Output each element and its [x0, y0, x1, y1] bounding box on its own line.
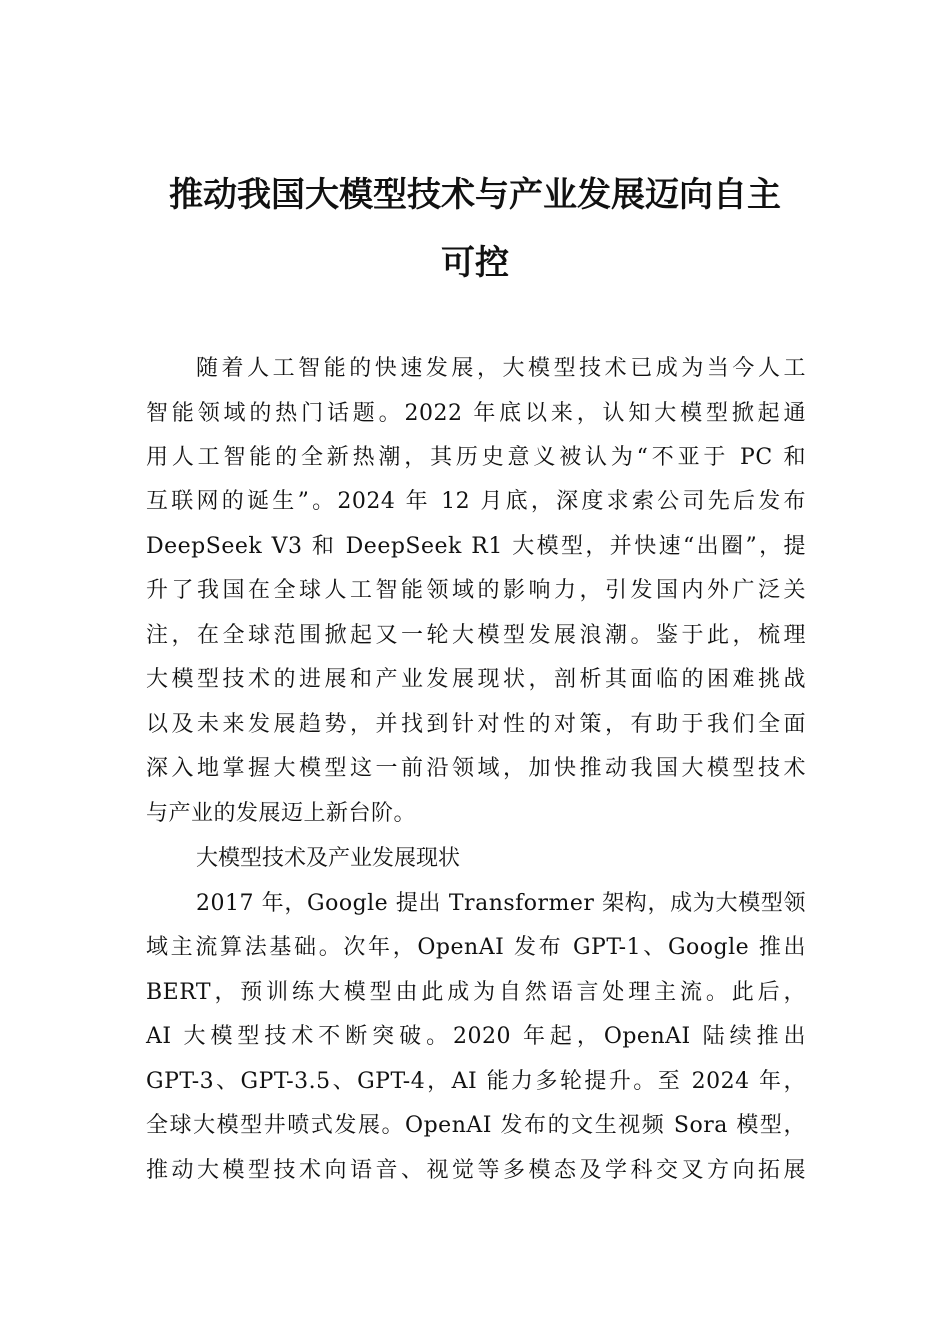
paragraph-1-line: 注，在全球范围掀起又一轮大模型发展浪潮。鉴于此，梳理 [146, 623, 806, 648]
paragraph-2-line: 全球大模型井喷式发展。OpenAI 发布的文生视频 Sora 模型， [146, 1113, 806, 1138]
paragraph-2-line: BERT，预训练大模型由此成为自然语言处理主流。此后， [146, 980, 806, 1005]
section-heading: 大模型技术及产业发展现状 [196, 846, 461, 871]
paragraph-1-line: 随着人工智能的快速发展，大模型技术已成为当今人工 [196, 356, 806, 381]
paragraph-2-line: 2017 年，Google 提出 Transformer 架构，成为大模型领 [196, 891, 806, 916]
paragraph-1-line: 大模型技术的进展和产业发展现状，剖析其面临的困难挑战 [146, 667, 806, 692]
paragraph-1-line: 智能领域的热门话题。2022 年底以来，认知大模型掀起通 [146, 401, 806, 426]
paragraph-1-line: 互联网的诞生”。2024 年 12 月底，深度求索公司先后发布 [146, 489, 806, 514]
paragraph-1-line: DeepSeek V3 和 DeepSeek R1 大模型，并快速“出圈”，提 [146, 534, 806, 559]
paragraph-1-line: 以及未来发展趋势，并找到针对性的对策，有助于我们全面 [146, 712, 806, 737]
paragraph-1-line: 深入地掌握大模型这一前沿领域，加快推动我国大模型技术 [146, 756, 806, 781]
paragraph-2-line: 域主流算法基础。次年，OpenAI 发布 GPT-1、Google 推出 [146, 935, 806, 960]
document-title-line-1: 推动我国大模型技术与产业发展迈向自主 [169, 175, 781, 215]
paragraph-2-line: 推动大模型技术向语音、视觉等多模态及学科交叉方向拓展 [146, 1158, 806, 1183]
paragraph-1-line: 与产业的发展迈上新台阶。 [146, 801, 417, 826]
paragraph-2-line: AI 大模型技术不断突破。2020 年起，OpenAI 陆续推出 [146, 1024, 806, 1049]
paragraph-1-line: 用人工智能的全新热潮，其历史意义被认为“不亚于 PC 和 [146, 445, 806, 470]
document-title-line-2: 可控 [441, 243, 509, 283]
paragraph-1-line: 升了我国在全球人工智能领域的影响力，引发国内外广泛关 [146, 578, 806, 603]
paragraph-2-line: GPT-3、GPT-3.5、GPT-4，AI 能力多轮提升。至 2024 年， [146, 1069, 806, 1094]
